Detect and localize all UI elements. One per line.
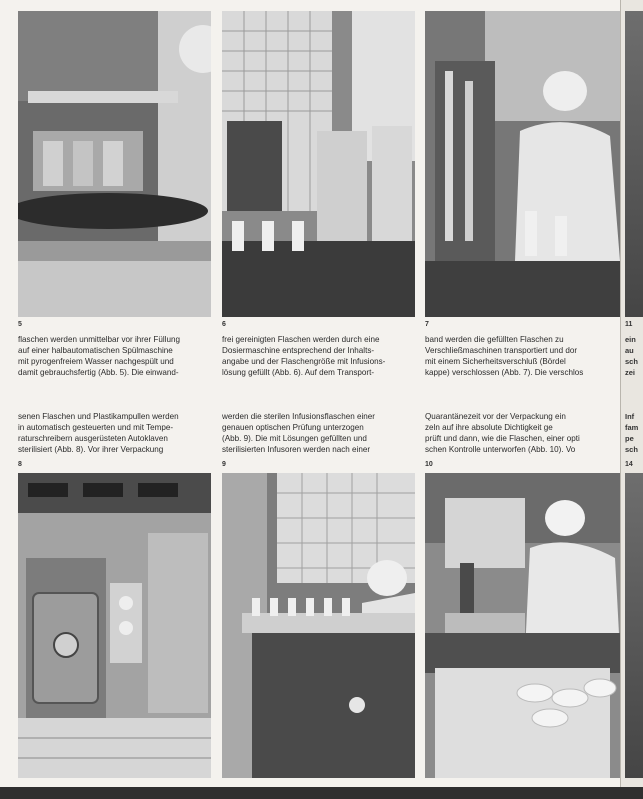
- figure-number-8: 8: [18, 461, 22, 468]
- leak-test-illustration: [425, 473, 620, 778]
- caption-column-3-bottom: Quarantänezeit vor der Verpackung ein zeln auf ihre absolute Dichtigkeit ge prüft und dann, wie die Flaschen, einer opti schen Kontrolle unterworfen (Abb. 10). Vo: [425, 412, 580, 454]
- caption-column-2-bottom: werden die sterilen Infusionsflaschen einer genauen optischen Prüfung unterzogen (Abb. 9). Die mit Lösungen gefüllten und sterilisierten Infusoren werden nach einer: [222, 412, 375, 454]
- figure-number-7: 7: [425, 321, 429, 328]
- adjacent-figure-number-top: 11: [625, 321, 633, 328]
- photo-sealing-machine: [425, 11, 620, 317]
- caption-column-2-top: frei gereinigten Flaschen werden durch eine Dosiermaschine entsprechend der Inhalts- angabe und der Flaschengröße mit Infusions- lösung gefüllt (Abb. 6). Auf dem Transport-: [222, 335, 386, 377]
- adjacent-page-edge: [620, 0, 643, 799]
- adjacent-caption-top: ein au sch zei: [625, 335, 638, 377]
- autoclave-illustration: [18, 473, 211, 778]
- adjacent-page-photo-bottom: [625, 473, 643, 778]
- photo-leak-test: [425, 473, 620, 778]
- caption-column-1-bottom: senen Flaschen und Plastikampullen werden in automatisch gesteuerten und mit Tempe- raturschreibern ausgerüsteten Autoklaven sterilisiert (Abb. 8). Vor ihrer Verpackung: [18, 412, 179, 454]
- caption-column-3-top: band werden die gefüllten Flaschen zu Verschließmaschinen transportiert und dor mit einem Sicherheitsverschluß (Bördel kappe) verschlossen (Abb. 7). Die verschlos: [425, 335, 584, 377]
- figure-number-10: 10: [425, 461, 433, 468]
- figure-number-5: 5: [18, 321, 22, 328]
- adjacent-page-photo-top: [625, 11, 643, 317]
- dosing-machine-illustration: [222, 11, 415, 317]
- rinsing-machine-illustration: [18, 11, 211, 317]
- caption-column-1-top: flaschen werden unmittelbar vor ihrer Füllung auf einer halbautomatischen Spülmaschine mit pyrogenfreiem Wasser nachgespült und damit gebrauchsfertig (Abb. 5). Die einwand-: [18, 335, 180, 377]
- sealing-machine-illustration: [425, 11, 620, 317]
- figure-number-9: 9: [222, 461, 226, 468]
- photo-rinsing-machine: [18, 11, 211, 317]
- adjacent-figure-number-bottom: 14: [625, 461, 633, 468]
- photo-optical-inspection: [222, 473, 415, 778]
- photo-autoclave: [18, 473, 211, 778]
- photo-dosing-machine: [222, 11, 415, 317]
- adjacent-caption-bottom: Inf fam pe sch: [625, 412, 639, 454]
- scan-bottom-edge: [0, 787, 643, 799]
- optical-inspection-illustration: [222, 473, 415, 778]
- figure-number-6: 6: [222, 321, 226, 328]
